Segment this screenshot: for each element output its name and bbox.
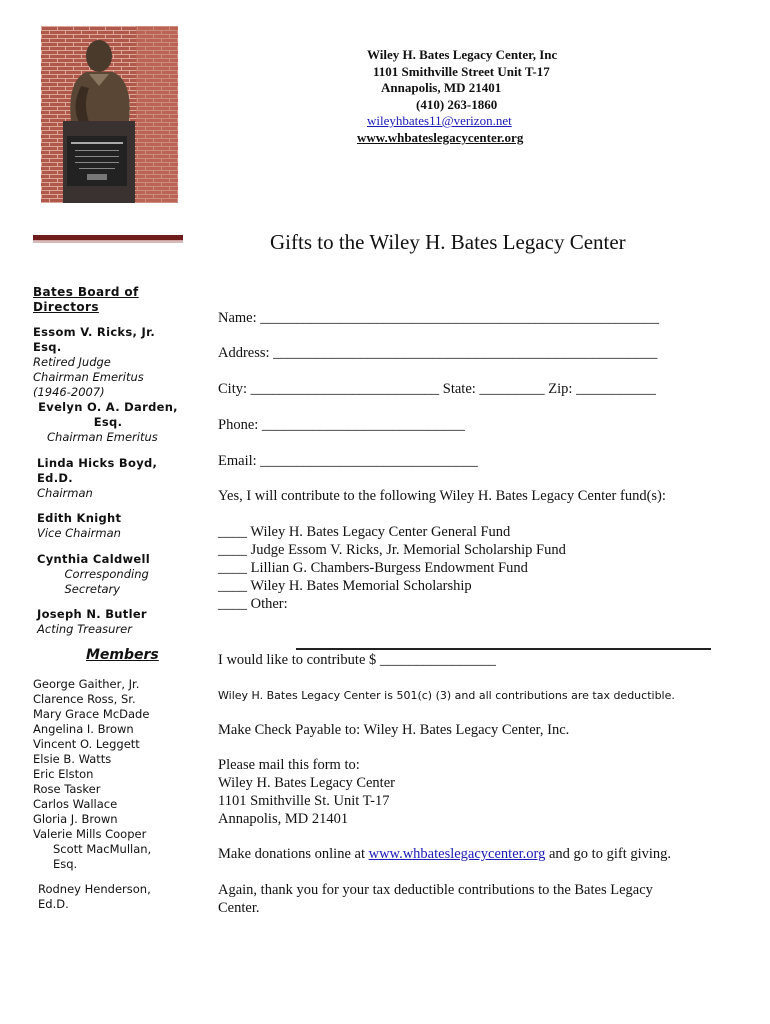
- online-post-text: and go to gift giving.: [545, 846, 672, 862]
- board-member-role: Retired Judge: [33, 355, 111, 369]
- list-item: Scott MacMullan, Esq.: [53, 842, 152, 871]
- fund-option[interactable]: ____ Wiley H. Bates Memorial Scholarship: [218, 578, 472, 594]
- list-item: Elsie B. Watts: [33, 752, 112, 766]
- fund-list: [218, 523, 566, 613]
- list-item: George Gaither, Jr.: [33, 677, 140, 691]
- tax-note: Wiley H. Bates Legacy Center is 501(c) (3) and all contributions are tax deductible.: [218, 689, 675, 702]
- list-item: Clarence Ross, Sr.: [33, 692, 136, 706]
- amount-field[interactable]: I would like to contribute $ ________________: [218, 652, 496, 668]
- board-member: [37, 456, 182, 501]
- board-member-role: Chairman Emeritus: [33, 370, 144, 384]
- fund-option[interactable]: ____ Lillian G. Chambers-Burgess Endowment Fund: [218, 560, 528, 576]
- list-item: Vincent O. Leggett: [33, 737, 140, 751]
- board-member: [37, 607, 182, 637]
- divider-rule: [33, 235, 183, 241]
- header-city: Annapolis, MD 21401: [381, 80, 502, 95]
- fund-option[interactable]: ____ Other:: [218, 596, 288, 612]
- page-title: Gifts to the Wiley H. Bates Legacy Center: [270, 230, 626, 254]
- header-website-link[interactable]: www.whbateslegacycenter.org: [357, 130, 524, 145]
- list-item: Mary Grace McDade: [33, 707, 150, 721]
- board-member-role: (1946-2007): [33, 385, 105, 399]
- header-phone: (410) 263-1860: [416, 97, 498, 112]
- list-item: Valerie Mills Cooper: [33, 827, 147, 841]
- board-member-role: Chairman: [37, 486, 93, 500]
- email-field[interactable]: Email: ______________________________: [218, 453, 478, 469]
- thank-you-note: [218, 881, 653, 917]
- board-member-role: Acting Treasurer: [37, 622, 132, 636]
- list-item: Angelina I. Brown: [33, 722, 134, 736]
- list-item: Rose Tasker: [33, 782, 101, 796]
- online-donation-note: [218, 845, 671, 863]
- phone-field[interactable]: Phone: ____________________________: [218, 417, 465, 433]
- list-item: Eric Elston: [33, 767, 94, 781]
- donation-website-link[interactable]: www.whbateslegacycenter.org: [368, 846, 546, 862]
- name-field[interactable]: Name: _______________________________________________________: [218, 310, 660, 326]
- board-member-name: Evelyn O. A. Darden, Esq.: [38, 400, 178, 429]
- mail-heading: Please mail this form to:: [218, 757, 360, 773]
- thank-you-line: Center.: [218, 900, 260, 916]
- list-item: Gloria J. Brown: [33, 812, 118, 826]
- header-email-link[interactable]: wileyhbates11@verizon.net: [367, 113, 512, 128]
- board-member: [37, 511, 182, 541]
- online-pre-text: Make donations online at: [218, 846, 369, 862]
- mail-line: Wiley H. Bates Legacy Center: [218, 775, 395, 791]
- list-item: Rodney Henderson, Ed.D.: [38, 882, 151, 911]
- fund-option[interactable]: ____ Wiley H. Bates Legacy Center General Fund: [218, 524, 511, 540]
- city-state-zip-field[interactable]: City: __________________________ State: _________ Zip: ___________: [218, 381, 656, 397]
- board-member-role: Corresponding Secretary: [64, 567, 149, 596]
- board-heading: Bates Board of Directors: [33, 285, 139, 314]
- board-member: [37, 552, 182, 597]
- board-member-name: Essom V. Ricks, Jr. Esq.: [33, 325, 156, 354]
- members-heading: Members: [86, 647, 159, 663]
- statue-photo: [41, 26, 178, 203]
- board-member-name: Linda Hicks Boyd, Ed.D.: [37, 456, 158, 485]
- mail-line: Annapolis, MD 21401: [218, 811, 349, 827]
- board-member-role: Vice Chairman: [37, 526, 121, 540]
- board-member-name: Joseph N. Butler: [37, 607, 147, 621]
- board-member-role: Chairman Emeritus: [47, 430, 158, 444]
- other-fund-line[interactable]: [296, 648, 711, 650]
- board-member-name: Cynthia Caldwell: [37, 552, 150, 566]
- mail-address-block: [218, 756, 395, 828]
- thank-you-line: Again, thank you for your tax deductible contributions to the Bates Legacy: [218, 882, 653, 898]
- fund-option[interactable]: ____ Judge Essom V. Ricks, Jr. Memorial Scholarship Fund: [218, 542, 566, 558]
- list-item: Carlos Wallace: [33, 797, 118, 811]
- mail-line: 1101 Smithville St. Unit T-17: [218, 793, 390, 809]
- board-member-name: Edith Knight: [37, 511, 122, 525]
- header-org: Wiley H. Bates Legacy Center, Inc: [367, 47, 558, 62]
- header-street: 1101 Smithville Street Unit T-17: [373, 64, 550, 79]
- members-list: [33, 677, 183, 912]
- contribute-intro: Yes, I will contribute to the following Wiley H. Bates Legacy Center fund(s):: [218, 488, 666, 504]
- address-field[interactable]: Address: _____________________________________________________: [218, 345, 658, 361]
- board-member: [33, 325, 178, 400]
- payable-note: Make Check Payable to: Wiley H. Bates Legacy Center, Inc.: [218, 722, 570, 738]
- board-member: [33, 400, 183, 445]
